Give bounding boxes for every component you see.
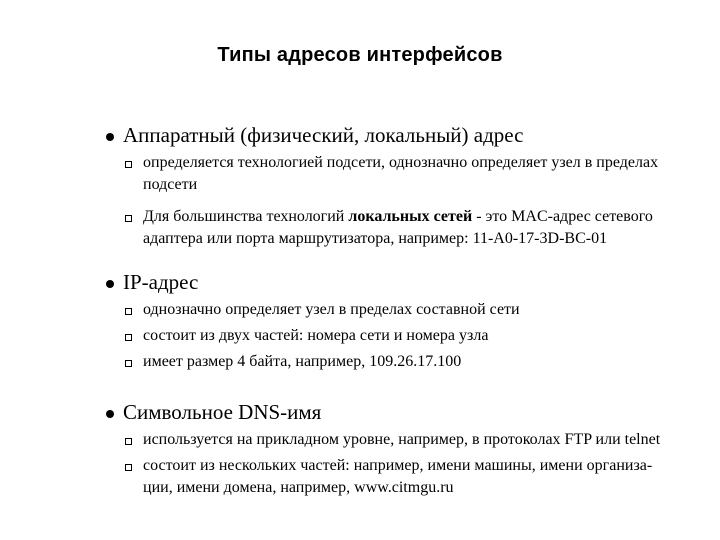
list-item [143,455,720,499]
square-bullet-icon [125,334,132,341]
square-bullet-icon [125,215,132,222]
square-bullet-icon [125,464,132,471]
item-text: состоит из нескольких частей: например, имени машины, имени организа- [143,457,653,474]
section-ip-address [106,270,720,373]
list-item [143,299,720,321]
square-bullet-icon [125,438,132,445]
heading-text: Аппаратный (физический, локальный) адрес [123,123,524,147]
section-heading [106,270,720,294]
bullet-dot-icon [106,410,114,418]
item-text: имеет размер 4 байта, например, 109.26.17.100 [143,353,462,370]
item-text-continued: ции, имени домена, например, www.citmgu.ru [143,479,454,496]
list-item [143,325,720,347]
section-heading [106,400,720,424]
heading-text: Символьное DNS-имя [123,400,322,424]
list-item [143,351,720,373]
list-item [143,429,720,451]
item-text: однозначно определяет узел в пределах составной сети [143,301,520,318]
section-dns-name [106,400,720,499]
item-text-continued: адаптера или порта маршрутизатора, например: 11-A0-17-3D-BC-01 [143,230,608,247]
item-text: состоит из двух частей: номера сети и номера узла [143,327,489,344]
square-bullet-icon [125,161,132,168]
item-text: определяется технологией подсети, однозначно определяет узел в пределах [143,154,659,171]
section-heading [106,123,720,147]
page-title: Типы адресов интерфейсов [217,44,503,66]
bullet-dot-icon [106,133,114,141]
item-text-continued: подсети [143,176,198,193]
heading-text: IP-адрес [123,270,199,294]
item-text: используется на прикладном уровне, например, в протоколах FTP или telnet [143,431,661,448]
list-item [143,152,720,196]
square-bullet-icon [125,308,132,315]
item-text: Для большинства технологий локальных сетей - это MAC-адрес сетевого [143,208,653,225]
emphasis-text: локальных сетей [348,208,473,225]
bullet-dot-icon [106,280,114,288]
list-item [143,206,720,250]
section-hardware-address [106,123,720,250]
square-bullet-icon [125,360,132,367]
